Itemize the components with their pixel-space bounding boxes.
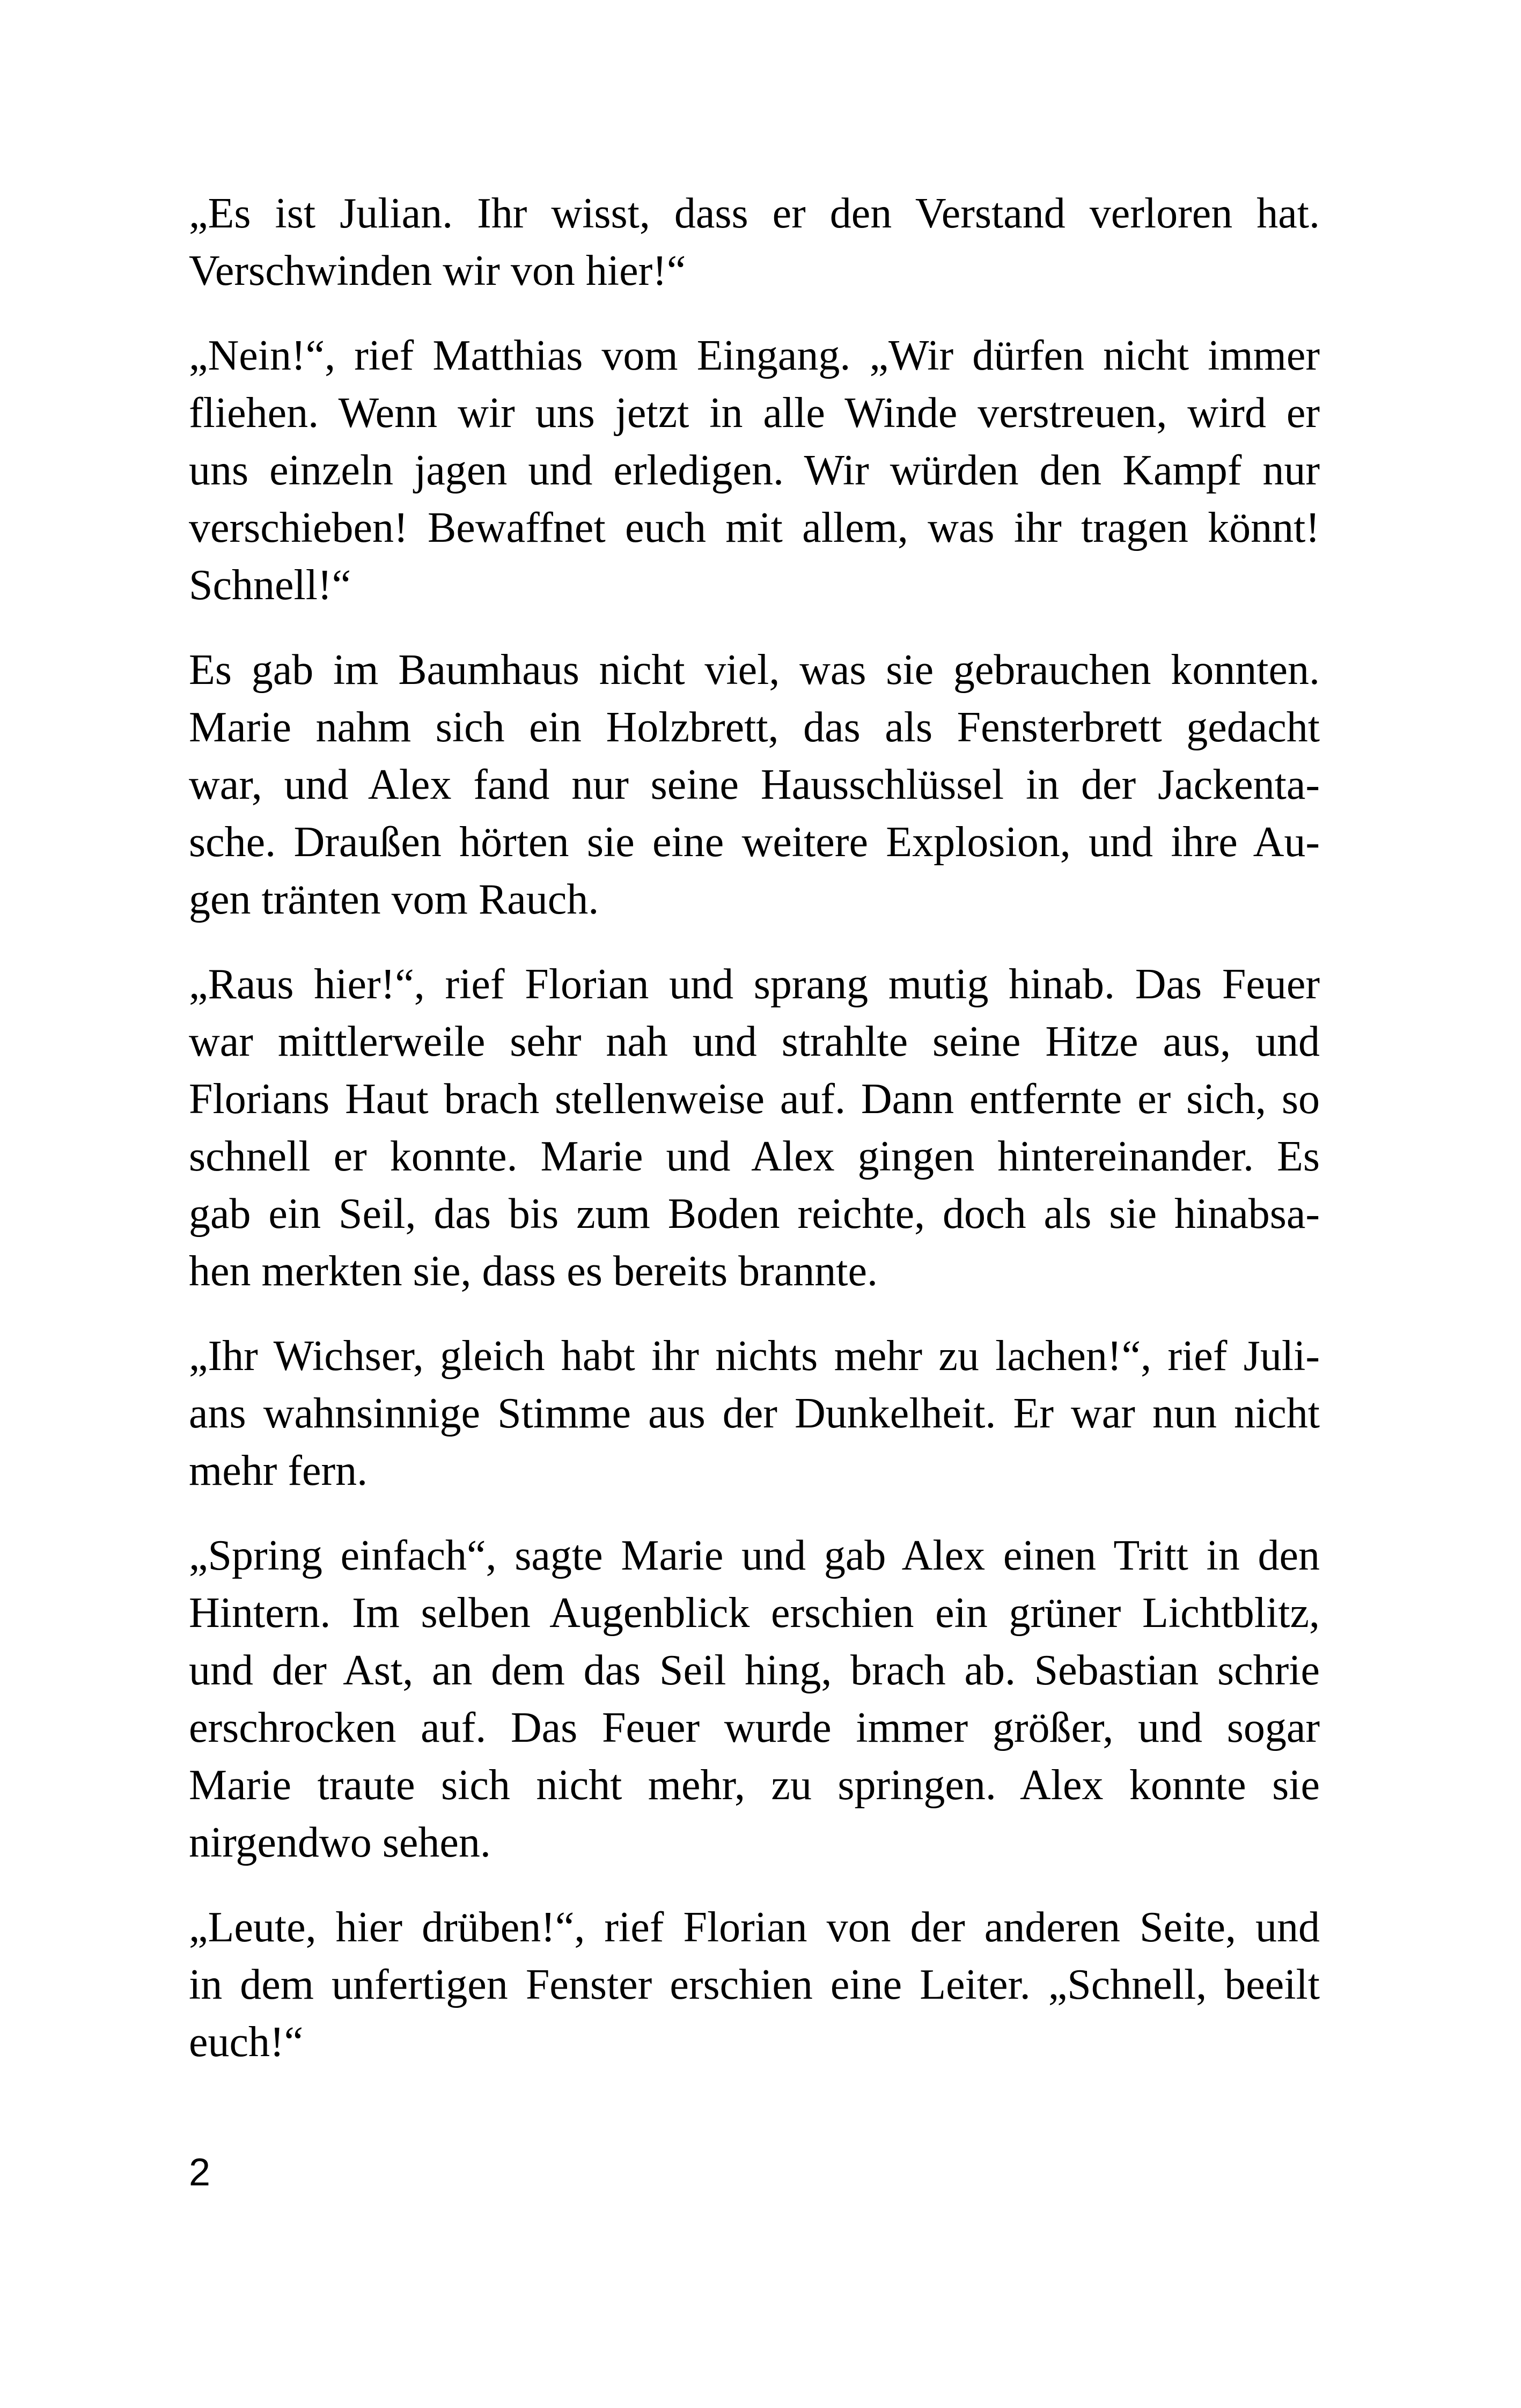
text-line: „Spring einfach“, sagte Marie und gab Alex einen Tritt in den bbox=[189, 1532, 1320, 1579]
text-line: war mittlerweile sehr nah und strahlte seine Hitze aus, und bbox=[189, 1018, 1320, 1065]
text-line: war, und Alex fand nur seine Hausschlüssel in der Jackenta- bbox=[189, 761, 1320, 808]
text-line: „Leute, hier drüben!“, rief Florian von der anderen Seite, und bbox=[189, 1904, 1320, 1951]
text-line: schnell er konnte. Marie und Alex gingen hintereinander. Es bbox=[189, 1133, 1320, 1180]
text-line: Marie traute sich nicht mehr, zu springen. Alex konnte sie bbox=[189, 1762, 1320, 1809]
text-line: erschrocken auf. Das Feuer wurde immer größer, und sogar bbox=[189, 1704, 1320, 1751]
text-line: „Ihr Wichser, gleich habt ihr nichts mehr zu lachen!“, rief Juli- bbox=[189, 1332, 1320, 1380]
text-line: verschieben! Bewaffnet euch mit allem, was ihr tragen könnt! bbox=[189, 504, 1320, 551]
text-line: Es gab im Baumhaus nicht viel, was sie gebrauchen konnten. bbox=[189, 646, 1320, 694]
text-line: gen tränten vom Rauch. bbox=[189, 876, 599, 923]
paragraph bbox=[189, 956, 1320, 1300]
text-line: Hintern. Im selben Augenblick erschien ein grüner Lichtblitz, bbox=[189, 1589, 1320, 1637]
text-line: mehr fern. bbox=[189, 1447, 368, 1494]
text-line: Marie nahm sich ein Holzbrett, das als Fensterbrett gedacht bbox=[189, 704, 1320, 751]
text-line: Florians Haut brach stellenweise auf. Dann entfernte er sich, so bbox=[189, 1076, 1320, 1123]
text-line: gab ein Seil, das bis zum Boden reichte, doch als sie hinabsa- bbox=[189, 1190, 1320, 1238]
text-line: Schnell!“ bbox=[189, 562, 351, 609]
text-line: Verschwinden wir von hier!“ bbox=[189, 247, 686, 294]
paragraph bbox=[189, 1899, 1320, 2071]
text-line: nirgendwo sehen. bbox=[189, 1819, 491, 1866]
text-line: und der Ast, an dem das Seil hing, brach ab. Sebastian schrie bbox=[189, 1647, 1320, 1694]
paragraph bbox=[189, 1328, 1320, 1500]
text-line: in dem unfertigen Fenster erschien eine Leiter. „Schnell, beeilt bbox=[189, 1961, 1320, 2008]
paragraph bbox=[189, 327, 1320, 614]
body-text bbox=[189, 185, 1320, 2098]
text-line: euch!“ bbox=[189, 2019, 304, 2066]
paragraph bbox=[189, 1527, 1320, 1872]
page-number: 2 bbox=[189, 2151, 211, 2194]
text-line: „Es ist Julian. Ihr wisst, dass er den Verstand verloren hat. bbox=[189, 190, 1320, 237]
text-line: „Raus hier!“, rief Florian und sprang mutig hinab. Das Feuer bbox=[189, 961, 1320, 1008]
paragraph bbox=[189, 185, 1320, 300]
text-line: „Nein!“, rief Matthias vom Eingang. „Wir dürfen nicht immer bbox=[189, 332, 1320, 379]
text-line: ans wahnsinnige Stimme aus der Dunkelheit. Er war nun nicht bbox=[189, 1390, 1320, 1437]
text-line: fliehen. Wenn wir uns jetzt in alle Winde verstreuen, wird er bbox=[189, 389, 1320, 437]
paragraph bbox=[189, 642, 1320, 929]
text-line: sche. Draußen hörten sie eine weitere Explosion, und ihre Au- bbox=[189, 819, 1320, 866]
text-line: uns einzeln jagen und erledigen. Wir würden den Kampf nur bbox=[189, 447, 1320, 494]
text-line: hen merkten sie, dass es bereits brannte. bbox=[189, 1248, 878, 1295]
